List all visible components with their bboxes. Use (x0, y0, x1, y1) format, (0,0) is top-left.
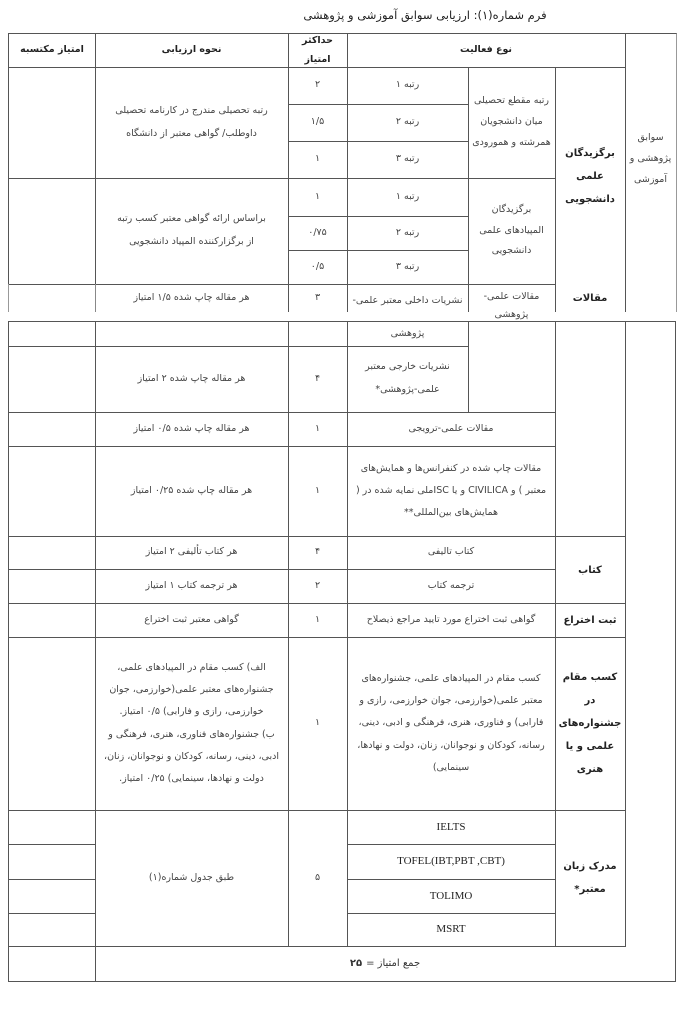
research-articles-cont (468, 321, 556, 413)
promotional-label: مقالات علمی-ترویجی (347, 412, 556, 447)
olympiad-rank-1: رتبه ۱ (347, 178, 469, 217)
festivals-method-a: الف) کسب مقام در المپیادهای علمی، جشنواره‌های معتبر علمی(خوارزمی، جوان خوارزمی، رازی و فارابی) ۰/۵ امتیاز. (109, 661, 274, 718)
academic-rank-label: رتبه مقطع تحصیلی میان دانشجویان همرشته و همورودی (468, 67, 556, 179)
category-festivals: کسب مقام در جشنواره‌های علمی و یا هنری (555, 637, 626, 811)
academic-score-3: ۱ (288, 141, 348, 179)
academic-method: رتبه تحصیلی مندرج در کارنامه تحصیلی داوطلب/ گواهی معتبر از دانشگاه (95, 67, 289, 179)
category-articles-cont (555, 321, 626, 537)
foreign-method: هر مقاله چاپ شده ۲ امتیاز (95, 346, 289, 413)
header-method: نحوه ارزیابی (95, 33, 289, 68)
foreign-max: ۴ (288, 346, 348, 413)
section-label-cell (625, 33, 677, 285)
language-earned-input-3[interactable] (8, 879, 96, 914)
authored-label: کتاب تالیفی (347, 536, 556, 570)
olympiad-score-3: ۰/۵ (288, 250, 348, 285)
conference-max: ۱ (288, 446, 348, 537)
category-language: مدرک زبان معتبر* (555, 810, 626, 947)
festivals-label: کسب مقام در المپیادهای علمی، جشنواره‌های معتبر علمی(خوارزمی، جوان خوارزمی، رازی و فارابی) و فناوری، هنری، فرهنگی و ادبی، دینی، رسانه، کودکان و نوجوانان، زنان، دولت و نهادها، سینمایی) (347, 637, 556, 811)
foreign-label: نشریات خارجی معتبر علمی-پژوهشی* (347, 346, 469, 413)
section-label: سوابق پژوهشی و آموزشی (629, 132, 672, 185)
header-max: حداکثر امتیاز (288, 33, 348, 68)
festivals-earned-input[interactable] (8, 637, 96, 811)
academic-earned-input[interactable] (8, 67, 96, 179)
language-earned-input-4[interactable] (8, 913, 96, 947)
authored-earned-input[interactable] (8, 536, 96, 570)
language-max: ۵ (288, 810, 348, 947)
language-earned-input-1[interactable] (8, 810, 96, 845)
patent-earned-input[interactable] (8, 603, 96, 638)
foreign-earned-input[interactable] (8, 346, 96, 413)
olympiad-rank-3: رتبه ۳ (347, 250, 469, 285)
patent-label: گواهی ثبت اختراع مورد تایید مراجع ذیصلاح (347, 603, 556, 638)
domestic-label-part1: نشریات داخلی معتبر علمی- (347, 284, 469, 312)
authored-method: هر کتاب تألیفی ۲ امتیاز (95, 536, 289, 570)
olympiad-score-2: ۰/۷۵ (288, 216, 348, 251)
olympiad-score-1: ۱ (288, 178, 348, 217)
language-test-tolimo: TOLIMO (347, 879, 556, 914)
total-row (95, 946, 676, 982)
domestic-max: ۳ (288, 284, 348, 312)
language-method: طبق جدول شماره(۱) (95, 810, 289, 947)
promotional-earned-input[interactable] (8, 412, 96, 447)
academic-score-1: ۲ (288, 67, 348, 105)
language-test-ielts: IELTS (347, 810, 556, 845)
authored-max: ۴ (288, 536, 348, 570)
header-earned: امتیاز مکتسبه (8, 33, 96, 68)
translated-method: هر ترجمه کتاب ۱ امتیاز (95, 569, 289, 604)
language-test-msrt: MSRT (347, 913, 556, 947)
academic-score-2: ۱/۵ (288, 104, 348, 142)
translated-max: ۲ (288, 569, 348, 604)
conference-method: هر مقاله چاپ شده ۰/۲۵ امتیاز (95, 446, 289, 537)
header-activity: نوع فعالیت (347, 33, 626, 68)
total-earned-input[interactable] (8, 946, 96, 982)
olympiad-rank-2: رتبه ۲ (347, 216, 469, 251)
conference-label: مقالات چاپ شده در کنفرانس‌ها و همایش‌های معتبر ) و CIVILICA و یا ISCملی نمایه شده در ( همایش‌های بین‌المللی** (347, 446, 556, 537)
patent-max: ۱ (288, 603, 348, 638)
olympiad-method: براساس ارائه گواهی معتبر کسب رتبه از برگزارکننده المپیاد دانشجویی (95, 178, 289, 285)
patent-method: گواهی معتبر ثبت اختراع (95, 603, 289, 638)
festivals-max: ۱ (288, 637, 348, 811)
festivals-method-b: ب) جشنواره‌های فناوری، هنری، فرهنگی و ادبی، دینی، رسانه، کودکان و نوجوانان، زنان، دولت و نهادها، سینمایی) ۰/۲۵ امتیاز. (104, 728, 279, 785)
translated-earned-input[interactable] (8, 569, 96, 604)
olympiad-earned-input[interactable] (8, 178, 96, 285)
academic-rank-1: رتبه ۱ (347, 67, 469, 105)
language-test-tofel: TOFEL(IBT,PBT ,CBT) (347, 844, 556, 880)
domestic-label-part2: پژوهشی (347, 321, 469, 347)
academic-rank-2: رتبه ۲ (347, 104, 469, 142)
form-title: فرم شماره(۱): ارزیابی سوابق آموزشی و پژوهشی (303, 8, 547, 22)
category-articles: مقالات (555, 284, 626, 312)
section-cell-continued (625, 284, 677, 312)
academic-rank-3: رتبه ۳ (347, 141, 469, 179)
category-patent: ثبت اختراع (555, 603, 626, 638)
domestic-earned-cont[interactable] (8, 321, 96, 347)
domestic-earned-input[interactable] (8, 284, 96, 312)
language-earned-input-2[interactable] (8, 844, 96, 880)
conference-earned-input[interactable] (8, 446, 96, 537)
domestic-method: هر مقاله چاپ شده ۱/۵ امتیاز (95, 284, 289, 312)
promotional-method: هر مقاله چاپ شده ۰/۵ امتیاز (95, 412, 289, 447)
category-elite: برگزیدگان علمی دانشجویی (555, 67, 626, 285)
promotional-max: ۱ (288, 412, 348, 447)
olympiad-label: برگزیدگان المپیادهای علمی دانشجویی (468, 178, 556, 285)
domestic-method-cont (95, 321, 289, 347)
total-value: ۲۵ (349, 958, 363, 969)
category-books: کتاب (555, 536, 626, 604)
domestic-max-cont (288, 321, 348, 347)
research-articles-label: مقالات علمی-پژوهشی (468, 284, 556, 312)
translated-label: ترجمه کتاب (347, 569, 556, 604)
total-label: جمع امتیاز = (366, 958, 421, 969)
festivals-method (95, 637, 289, 811)
section-label-cont (625, 321, 676, 947)
